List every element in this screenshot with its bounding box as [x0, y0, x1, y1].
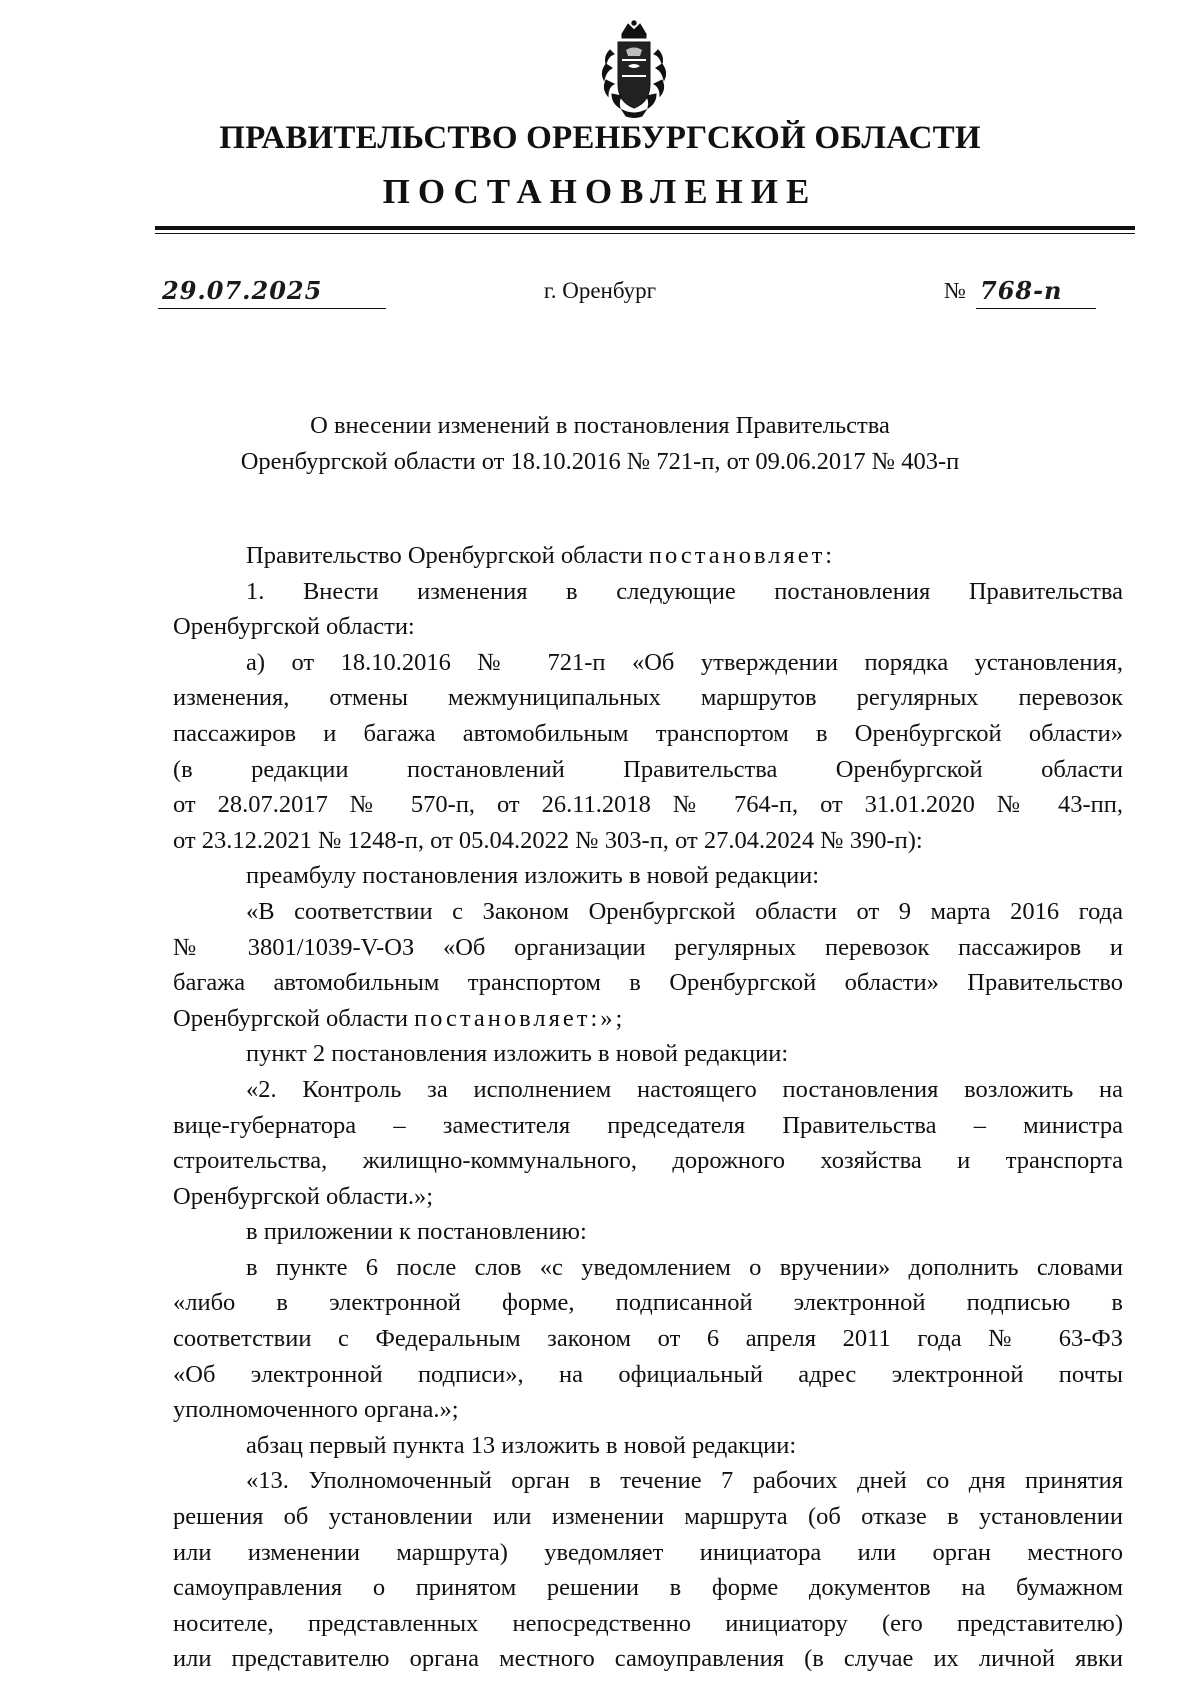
body-line: Оренбургской области:	[173, 613, 415, 641]
spaced-word: постановляет:	[648, 542, 836, 569]
body-line: соответствии с Федеральным законом от 6 апреля 2011 года № 63-ФЗ	[173, 1325, 1123, 1353]
number-label: №	[944, 278, 966, 303]
body-line: Оренбургской области постановляет:»;	[173, 1004, 626, 1032]
header-rule-thin	[155, 233, 1135, 234]
subject-line: Оренбургской области от 18.10.2016 № 721-п, от 09.06.2017 № 403-п	[240, 448, 960, 475]
body-line: пункт 2 постановления изложить в новой редакции:	[246, 1040, 789, 1068]
body-line: Оренбургской области.»;	[173, 1182, 434, 1210]
body-line: самоуправления о принятом решении в форме документов на бумажном	[173, 1574, 1123, 1602]
body-line: или изменении маршрута) уведомляет инициатора или орган местного	[173, 1538, 1123, 1566]
body-line: «Об электронной подписи», на официальный адрес электронной почты	[173, 1360, 1123, 1388]
document-type: ПОСТАНОВЛЕНИЕ	[382, 172, 818, 211]
body-line: № 3801/1039-V-ОЗ «Об организации регулярных перевозок пассажиров и	[173, 933, 1123, 961]
body-line: от 23.12.2021 № 1248-п, от 05.04.2022 № 303-п, от 27.04.2024 № 390-п):	[173, 826, 923, 854]
header-rule	[155, 226, 1135, 230]
body-line: пассажиров и багажа автомобильным транспортом в Оренбургской области»	[173, 719, 1123, 747]
document-subject	[0, 408, 1200, 480]
coat-of-arms-icon	[588, 20, 680, 120]
organization-name: ПРАВИТЕЛЬСТВО ОРЕНБУРГСКОЙ ОБЛАСТИ	[219, 120, 981, 156]
number-field	[976, 276, 1096, 309]
body-line: в пункте 6 после слов «с уведомлением о вручении» дополнить словами	[246, 1253, 1123, 1281]
body-line: преамбулу постановления изложить в новой редакции:	[246, 862, 820, 890]
body-line: «13. Уполномоченный орган в течение 7 рабочих дней со дня принятия	[246, 1467, 1123, 1495]
body-line: носителе, представленных непосредственно инициатору (его представителю)	[173, 1609, 1123, 1637]
body-line: строительства, жилищно-коммунального, дорожного хозяйства и транспорта	[173, 1147, 1123, 1175]
body-line: Правительство Оренбургской области постановляет:	[246, 542, 836, 569]
body-line: уполномоченного органа.»;	[173, 1396, 459, 1424]
body-line: 1. Внести изменения в следующие постановления Правительства	[246, 577, 1123, 605]
body-line: «либо в электронной форме, подписанной электронной подписью в	[173, 1289, 1123, 1317]
body-line: «2. Контроль за исполнением настоящего постановления возложить на	[246, 1075, 1123, 1103]
document-body	[173, 538, 1123, 1677]
body-line: абзац первый пункта 13 изложить в новой редакции:	[246, 1431, 797, 1459]
city-name: г. Оренбург	[543, 278, 657, 303]
body-line: а) от 18.10.2016 № 721-п «Об утверждении порядка установления,	[246, 648, 1123, 676]
body-line: «В соответствии с Законом Оренбургской области от 9 марта 2016 года	[246, 897, 1123, 925]
subject-line: О внесении изменений в постановления Правительства	[310, 412, 890, 439]
body-line: от 28.07.2017 № 570-п, от 26.11.2018 № 764-п, от 31.01.2020 № 43-пп,	[173, 791, 1123, 819]
body-line: изменения, отмены межмуниципальных маршрутов регулярных перевозок	[173, 684, 1123, 712]
body-line: или представителю органа местного самоуправления (в случае их личной явки	[173, 1645, 1123, 1673]
body-line: в приложении к постановлению:	[246, 1218, 587, 1246]
document-number: 768-п	[980, 276, 1063, 305]
body-line: вице-губернатора – заместителя председателя Правительства – министра	[173, 1111, 1123, 1139]
spaced-word: постановляет:»;	[414, 1004, 626, 1032]
document-date: 29.07.2025	[162, 276, 323, 305]
body-line: (в редакции постановлений Правительства Оренбургской области	[173, 755, 1123, 783]
body-line: решения об установлении или изменении маршрута (об отказе в установлении	[173, 1503, 1123, 1531]
body-line: багажа автомобильным транспортом в Оренбургской области» Правительство	[173, 969, 1123, 997]
